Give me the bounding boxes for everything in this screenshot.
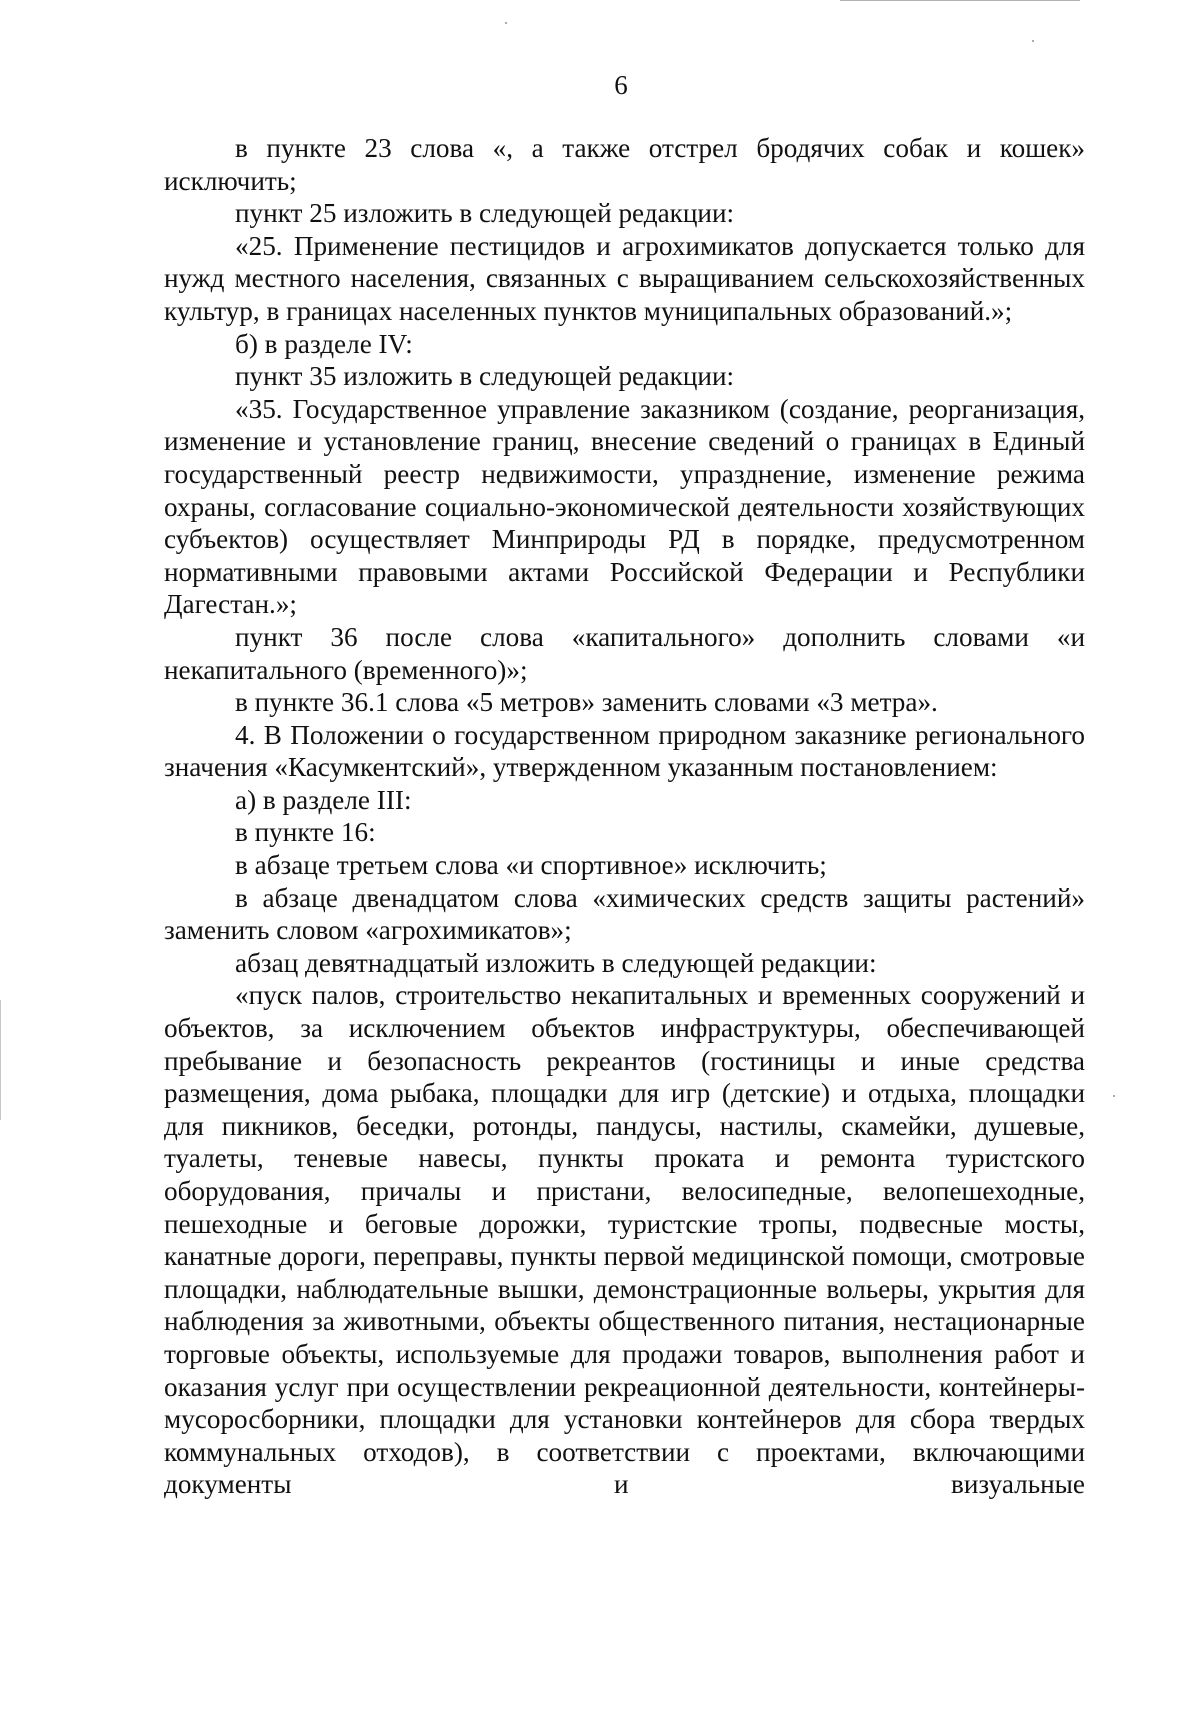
paragraph: «35. Государственное управление заказником (создание, реорганизация, изменение и установление границ, внесение сведений о границах в Единый государственный реестр недвижимости, упразднение, изменение режима охраны, согласование социально-экономической деятельности хозяйствующих субъектов) осуществляет Минприроды РД в порядке, предусмотренном нормативными правовыми актами Российской Федерации и Республики Дагестан.»; — [164, 393, 1085, 620]
paragraph: пункт 35 изложить в следующей редакции: — [235, 361, 735, 392]
page-number: 6 — [614, 70, 628, 100]
paragraph: в пункте 16: — [235, 817, 376, 848]
scan-speck — [1032, 40, 1034, 42]
paragraph: пункт 36 после слова «капитального» дополнить словами «и некапитального (временного)»; — [164, 621, 1085, 685]
document-body — [164, 132, 1085, 1501]
paragraph: в абзаце двенадцатом слова «химических средств защиты растений» заменить словом «агрохимикатов»; — [164, 882, 1085, 946]
paragraph: а) в разделе III: — [235, 784, 412, 815]
paragraph: «пуск палов, строительство некапитальных и временных сооружений и объектов, за исключением объектов инфраструктуры, обеспечивающей пребывание и безопасность рекреантов (гостиницы и иные средства размещения, дома рыбака, площадки для игр (детские) и отдыха, площадки для пикников, беседки, ротонды, пандусы, настилы, скамейки, душевые, туалеты, теневые навесы, пункты проката и ремонта туристского оборудования, причалы и пристани, велосипедные, велопешеходные, пешеходные и беговые дорожки, туристские тропы, подвесные мосты, канатные дороги, переправы, пункты первой медицинской помощи, смотровые площадки, наблюдательные вышки, демонстрационные вольеры, укрытия для наблюдения за животными, объекты общественного питания, нестационарные торговые объекты, используемые для продажи товаров, выполнения работ и оказания услуг при осуществлении рекреационной деятельности, контейнеры-мусоросборники, площадки для установки контейнеров для сбора твердых коммунальных отходов), в соответствии с проектами, включающими документы и визуальные — [164, 980, 1085, 1500]
paragraph: пункт 25 изложить в следующей редакции: — [235, 198, 735, 229]
scan-speck — [505, 22, 507, 24]
paragraph: 4. В Положении о государственном природном заказнике регионального значения «Касумкентский», утвержденном указанным постановлением: — [164, 719, 1085, 783]
paragraph: в пункте 23 слова «, а также отстрел бродячих собак и кошек» исключить; — [164, 133, 1085, 196]
scan-mark-left — [0, 1000, 1, 1120]
paragraph: «25. Применение пестицидов и агрохимикатов допускается только для нужд местного населения, связанных с выращиванием сельскохозяйственных культур, в границах населенных пунктов муниципальных образований.»; — [164, 230, 1085, 326]
paragraph: в пункте 36.1 слова «5 метров» заменить словами «3 метра». — [235, 687, 938, 718]
paragraph: в абзаце третьем слова «и спортивное» исключить; — [235, 850, 827, 881]
paragraph: абзац девятнадцатый изложить в следующей редакции: — [235, 947, 877, 978]
scan-mark-top — [840, 0, 1080, 1]
paragraph: б) в разделе IV: — [235, 328, 413, 359]
scan-speck — [1113, 1095, 1115, 1097]
